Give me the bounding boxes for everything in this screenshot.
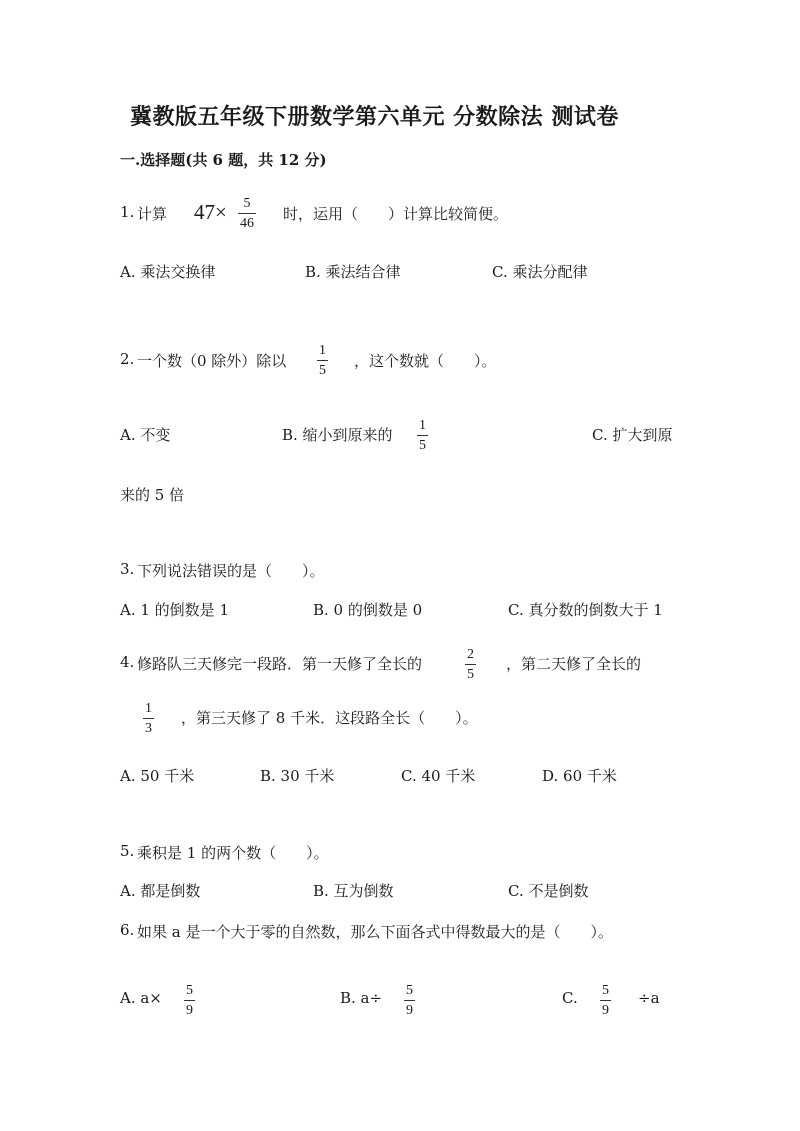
section-heading: 一.选择题(共 6 题，共 12 分): [120, 151, 327, 169]
option-a[interactable]: A. 不变: [120, 426, 171, 444]
question-text: ，第二天修了全长的: [506, 655, 642, 673]
fraction-numerator: 5: [243, 196, 251, 211]
option-b[interactable]: B. 互为倒数: [313, 882, 394, 900]
fraction-denominator: 3: [143, 718, 154, 736]
fraction-numerator: 1: [419, 418, 426, 433]
question-text: 时，运用（ ）计算比较简便。: [283, 205, 509, 223]
fraction: [143, 702, 154, 736]
question-text: 一个数（0 除外）除以: [137, 352, 287, 370]
fraction-denominator: 9: [184, 1000, 195, 1018]
option-c[interactable]: C. 不是倒数: [508, 882, 589, 900]
fraction-denominator: 5: [417, 435, 428, 453]
option-a[interactable]: A. 乘法交换律: [120, 263, 216, 281]
question-number: 6.: [120, 921, 135, 939]
option-c-continuation: 来的 5 倍: [120, 486, 185, 504]
option-b[interactable]: B. 0 的倒数是 0: [313, 601, 423, 619]
question-text: ，第三天修了 8 千米．这段路全长（ ）。: [181, 709, 478, 727]
question-text: 乘积是 1 的两个数（ ）。: [137, 844, 329, 862]
fraction-numerator: 1: [145, 701, 152, 716]
option-c[interactable]: C. 扩大到原: [592, 426, 673, 444]
option-b[interactable]: B. a÷: [340, 989, 383, 1007]
question-text: 如果 a 是一个大于零的自然数，那么下面各式中得数最大的是（ ）。: [137, 923, 613, 941]
question-number: 1.: [120, 203, 135, 221]
question-text: ，这个数就（ ）。: [354, 352, 497, 370]
fraction: [465, 648, 476, 682]
page-title: 冀教版五年级下册数学第六单元 分数除法 测试卷: [130, 104, 619, 130]
fraction: [417, 419, 428, 453]
fraction-denominator: 9: [600, 1000, 611, 1018]
fraction-numerator: 1: [319, 343, 326, 358]
option-d[interactable]: D. 60 千米: [542, 767, 617, 785]
option-c-suffix: ÷a: [638, 989, 660, 1007]
option-c[interactable]: C. 40 千米: [401, 767, 476, 785]
fraction-numerator: 5: [186, 983, 193, 998]
option-a[interactable]: A. 都是倒数: [120, 882, 201, 900]
question-text: 下列说法错误的是（ ）。: [137, 562, 325, 580]
fraction: [317, 344, 328, 378]
fraction-denominator: 46: [238, 213, 256, 231]
option-c[interactable]: C. 真分数的倒数大于 1: [508, 601, 663, 619]
expression-whole: 47×: [194, 200, 227, 224]
option-c[interactable]: C.: [562, 989, 578, 1007]
fraction-numerator: 5: [602, 983, 609, 998]
question-number: 4.: [120, 653, 135, 671]
option-b[interactable]: B. 缩小到原来的: [282, 426, 393, 444]
question-number: 5.: [120, 842, 135, 860]
option-a[interactable]: A. 50 千米: [120, 767, 195, 785]
fraction-denominator: 9: [404, 1000, 415, 1018]
fraction: [238, 197, 256, 231]
option-b[interactable]: B. 30 千米: [260, 767, 335, 785]
option-a[interactable]: A. a×: [120, 989, 162, 1007]
option-a[interactable]: A. 1 的倒数是 1: [120, 601, 229, 619]
option-c[interactable]: C. 乘法分配律: [492, 263, 588, 281]
fraction-numerator: 2: [467, 647, 474, 662]
fraction: [404, 984, 415, 1018]
fraction: [184, 984, 195, 1018]
question-number: 3.: [120, 560, 135, 578]
fraction-numerator: 5: [406, 983, 413, 998]
fraction-denominator: 5: [465, 664, 476, 682]
fraction-denominator: 5: [317, 360, 328, 378]
option-b[interactable]: B. 乘法结合律: [305, 263, 401, 281]
question-number: 2.: [120, 350, 135, 368]
question-text: 修路队三天修完一段路．第一天修了全长的: [137, 655, 423, 673]
fraction: [600, 984, 611, 1018]
question-text: 计算: [137, 205, 168, 223]
